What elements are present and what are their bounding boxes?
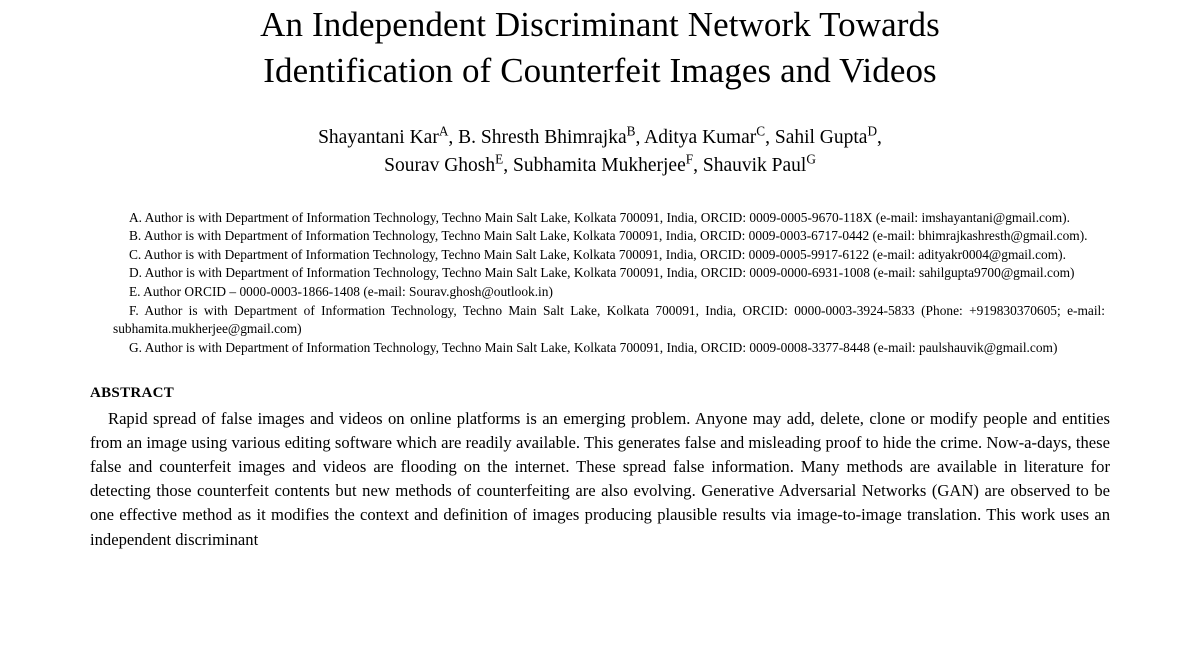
author-mark: D — [867, 123, 878, 139]
affiliation-list — [113, 209, 1105, 358]
author-name: Sourav Ghosh — [384, 155, 496, 177]
abstract-heading: ABSTRACT — [90, 384, 175, 401]
author-list — [90, 124, 1110, 181]
title-line-1: An Independent Discriminant Network Towards — [260, 5, 940, 44]
author-separator: , — [693, 155, 703, 177]
affiliation-item: E. Author ORCID – 0000-0003-1866-1408 (e-mail: Sourav.ghosh@outlook.in) — [129, 284, 553, 300]
author-name: Shauvik Paul — [702, 155, 807, 177]
author-separator: , — [448, 127, 459, 148]
author-mark: B — [626, 123, 636, 139]
author-mark: C — [756, 123, 766, 139]
page-title — [90, 0, 1110, 93]
affiliation-item: G. Author is with Department of Information Technology, Techno Main Salt Lake, Kolkata 700091, India, ORCID: 0009-0008-3377-8448 (e-mail: paulshauvik@gmail.com) — [129, 339, 1058, 355]
author-separator: , — [635, 127, 645, 148]
author-name: Sahil Gupta — [774, 127, 868, 148]
author-name: B. Shresth Bhimrajka — [458, 127, 627, 148]
author-mark: A — [438, 123, 449, 139]
affiliation-item: D. Author is with Department of Information Technology, Techno Main Salt Lake, Kolkata 700091, India, ORCID: 0009-0000-6931-1008 (e-mail: sahilgupta9700@gmail.com) — [129, 265, 1075, 281]
affiliation-item: A. Author is with Department of Information Technology, Techno Main Salt Lake, Kolkata 700091, India, ORCID: 0009-0005-9670-118X (e-mail: imshayantani@gmail.com). — [129, 209, 1070, 225]
author-separator: , — [877, 127, 882, 148]
author-separator: , — [765, 127, 775, 148]
author-mark: G — [806, 151, 816, 167]
affiliation-item: C. Author is with Department of Information Technology, Techno Main Salt Lake, Kolkata 700091, India, ORCID: 0009-0005-9917-6122 (e-mail: adityakr0004@gmail.com). — [129, 246, 1066, 262]
author-line-1 — [90, 124, 1110, 152]
affiliation-item: F. Author is with Department of Information Technology, Techno Main Salt Lake, Kolkata 700091, India, ORCID: 0000-0003-3924-5833 (Phone: +919830370605; e-mail: subhamita.mukherjee@gmail.com) — [113, 302, 1105, 337]
author-separator: , — [503, 155, 513, 177]
affiliation-item: B. Author is with Department of Information Technology, Techno Main Salt Lake, Kolkata 700091, India, ORCID: 0009-0003-6717-0442 (e-mail: bhimrajkashresth@gmail.com). — [129, 228, 1088, 244]
abstract-text: Rapid spread of false images and videos on online platforms is an emerging problem. Anyone may add, delete, clone or modify people and entities from an image using various editing software which are readily available. This generates false and misleading proof to hide the crime. Now-a-days, these false and counterfeit images and videos are flooding on the internet. These spread false information. Many methods are available in literature for detecting those counterfeit contents but new methods of counterfeiting are also evolving. Generative Adversarial Networks (GAN) are observed to be one effective method as it modifies the context and definition of images producing plausible results via image-to-image translation. This work uses an independent discriminant — [90, 408, 1110, 549]
author-name: Subhamita Mukherjee — [512, 155, 686, 177]
author-mark: F — [685, 151, 694, 167]
title-line-2: Identification of Counterfeit Images and Videos — [263, 50, 937, 90]
author-mark: E — [495, 151, 504, 167]
author-name: Shayantani Kar — [318, 127, 439, 148]
author-line-2 — [90, 152, 1110, 180]
author-name: Aditya Kumar — [644, 127, 757, 148]
